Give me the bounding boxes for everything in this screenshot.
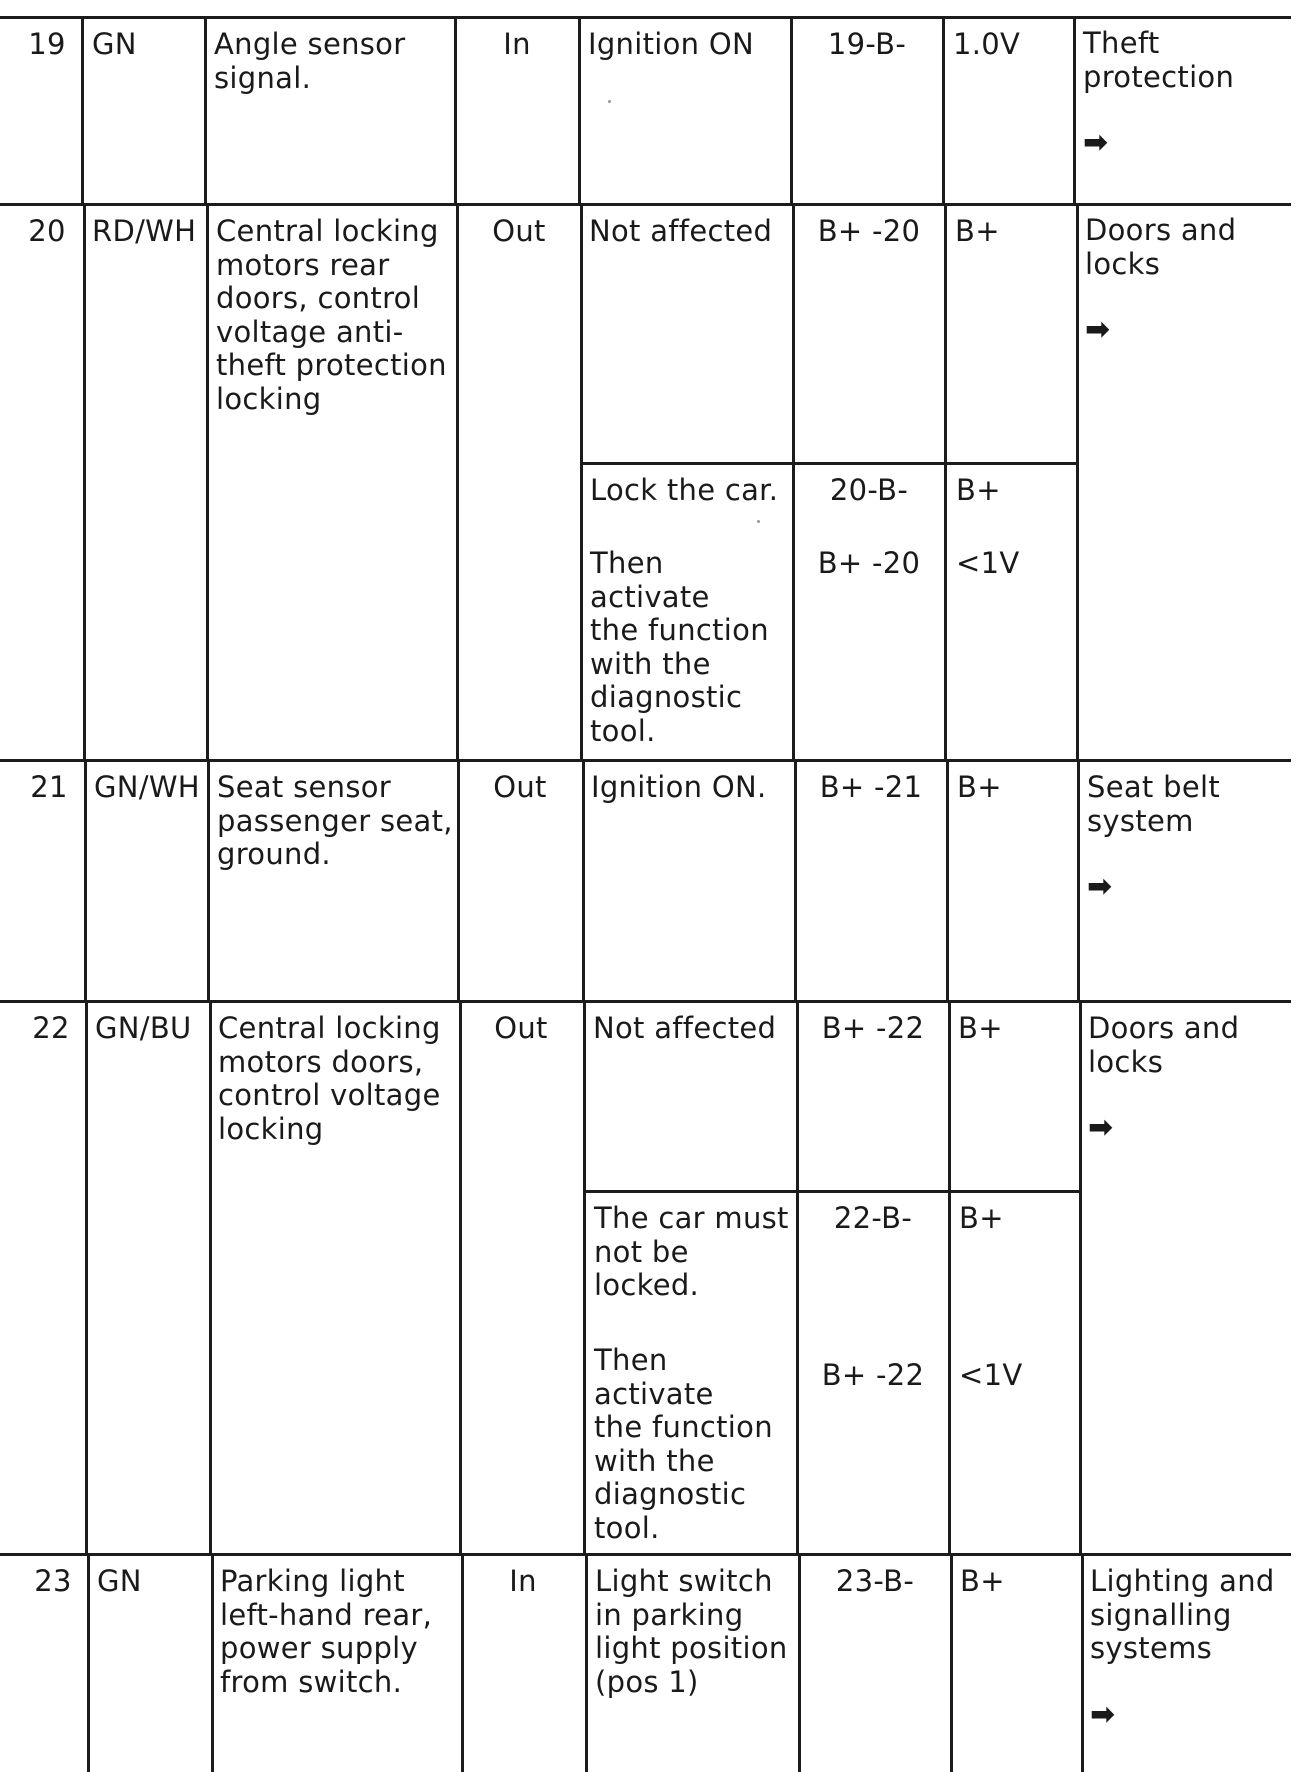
pin-number: 23: [34, 1564, 72, 1598]
reference-link[interactable]: Seat belt system: [1087, 770, 1220, 838]
test-condition: Then activate the function with the diagnostic tool.: [590, 546, 769, 748]
table-rule: [948, 1000, 951, 1556]
pin-description: Central locking motors doors, control voltage locking: [218, 1011, 441, 1146]
right-arrow-icon[interactable]: ➡: [1083, 125, 1109, 160]
measurement-points: B+ -22: [821, 1358, 925, 1392]
wire-color: GN/WH: [94, 770, 200, 804]
table-rule: [794, 759, 797, 1003]
measurement-points: B+ -20: [817, 546, 921, 580]
wire-color: RD/WH: [92, 214, 197, 248]
table-rule: [459, 1000, 462, 1556]
expected-value: B+: [959, 1201, 1004, 1235]
table-rule: [81, 16, 84, 206]
table-rule: [457, 759, 460, 1003]
pin-description: Angle sensor signal.: [214, 27, 406, 95]
table-rule: [578, 16, 581, 206]
expected-value: B+: [958, 1011, 1003, 1045]
table-rule: [798, 1553, 801, 1772]
table-rule: [456, 203, 459, 762]
table-rule: [583, 1190, 1080, 1193]
test-condition: Ignition ON.: [591, 770, 767, 804]
measurement-points: B+ -21: [819, 770, 923, 804]
test-condition: Not affected: [589, 214, 773, 248]
table-rule: [950, 1553, 953, 1772]
table-rule: [0, 759, 1291, 762]
reference-link[interactable]: Theft protection: [1083, 26, 1235, 94]
pin-number: 21: [30, 770, 68, 804]
table-rule: [944, 203, 947, 762]
right-arrow-icon[interactable]: ➡: [1090, 1697, 1116, 1732]
table-rule: [583, 1000, 586, 1556]
test-condition: Lock the car.: [590, 473, 779, 507]
reference-link[interactable]: Doors and locks: [1085, 213, 1237, 281]
table-rule: [209, 1000, 212, 1556]
scan-speck: [608, 100, 611, 103]
right-arrow-icon[interactable]: ➡: [1087, 869, 1113, 904]
table-rule: [796, 1000, 799, 1556]
pin-number: 20: [28, 214, 66, 248]
table-rule: [1079, 1000, 1082, 1556]
table-rule: [792, 203, 795, 762]
table-rule: [211, 1553, 214, 1772]
pin-number: 19: [28, 27, 66, 61]
reference-link[interactable]: Doors and locks: [1088, 1011, 1240, 1079]
test-condition: The car must not be locked.: [594, 1201, 789, 1302]
table-rule: [580, 203, 583, 762]
expected-value: <1V: [956, 546, 1020, 580]
table-rule: [85, 1000, 88, 1556]
table-rule: [790, 16, 793, 206]
table-rule: [1077, 759, 1080, 1003]
wire-color: GN: [92, 27, 137, 61]
expected-value: B+: [956, 473, 1001, 507]
table-rule: [204, 16, 207, 206]
expected-value: B+: [960, 1564, 1005, 1598]
wire-color: GN: [97, 1564, 142, 1598]
table-rule: [87, 1553, 90, 1772]
test-condition: Then activate the function with the diagnostic tool.: [594, 1343, 773, 1545]
reference-link[interactable]: Lighting and signalling systems: [1090, 1564, 1275, 1665]
scan-speck: [757, 520, 760, 523]
signal-direction: In: [503, 27, 531, 61]
table-rule: [946, 759, 949, 1003]
measurement-points: B+ -22: [821, 1011, 925, 1045]
table-rule: [942, 16, 945, 206]
test-condition: Ignition ON: [588, 27, 754, 61]
expected-value: B+: [955, 214, 1000, 248]
table-rule: [0, 203, 1291, 206]
table-rule: [585, 1553, 588, 1772]
expected-value: <1V: [959, 1358, 1023, 1392]
measurement-points: 22-B-: [833, 1201, 913, 1235]
measurement-points: 20-B-: [829, 473, 909, 507]
measurement-points: B+ -20: [817, 214, 921, 248]
table-rule: [83, 203, 86, 762]
pin-number: 22: [32, 1011, 70, 1045]
table-rule: [582, 759, 585, 1003]
measurement-points: 19-B-: [827, 27, 907, 61]
table-rule: [1073, 16, 1076, 206]
signal-direction: Out: [494, 1011, 548, 1045]
test-condition: Not affected: [593, 1011, 777, 1045]
signal-direction: In: [509, 1564, 537, 1598]
table-rule: [1081, 1553, 1084, 1772]
test-condition: Light switch in parking light position (pos 1): [595, 1564, 788, 1699]
wire-color: GN/BU: [95, 1011, 192, 1045]
table-rule: [580, 462, 1078, 465]
table-rule: [0, 1000, 1291, 1003]
table-rule: [84, 759, 87, 1003]
signal-direction: Out: [493, 770, 547, 804]
table-rule: [207, 759, 210, 1003]
pin-description: Seat sensor passenger seat, ground.: [217, 770, 453, 871]
pin-description: Central locking motors rear doors, control voltage anti- theft protection locking: [216, 214, 447, 416]
table-rule: [0, 1553, 1291, 1556]
signal-direction: Out: [492, 214, 546, 248]
right-arrow-icon[interactable]: ➡: [1088, 1110, 1114, 1145]
expected-value: B+: [957, 770, 1002, 804]
pin-description: Parking light left-hand rear, power supply from switch.: [220, 1564, 433, 1699]
table-rule: [454, 16, 457, 206]
table-rule: [206, 203, 209, 762]
expected-value: 1.0V: [953, 27, 1021, 61]
right-arrow-icon[interactable]: ➡: [1085, 312, 1111, 347]
table-rule: [1076, 203, 1079, 762]
table-rule: [0, 16, 1291, 19]
measurement-points: 23-B-: [835, 1564, 915, 1598]
